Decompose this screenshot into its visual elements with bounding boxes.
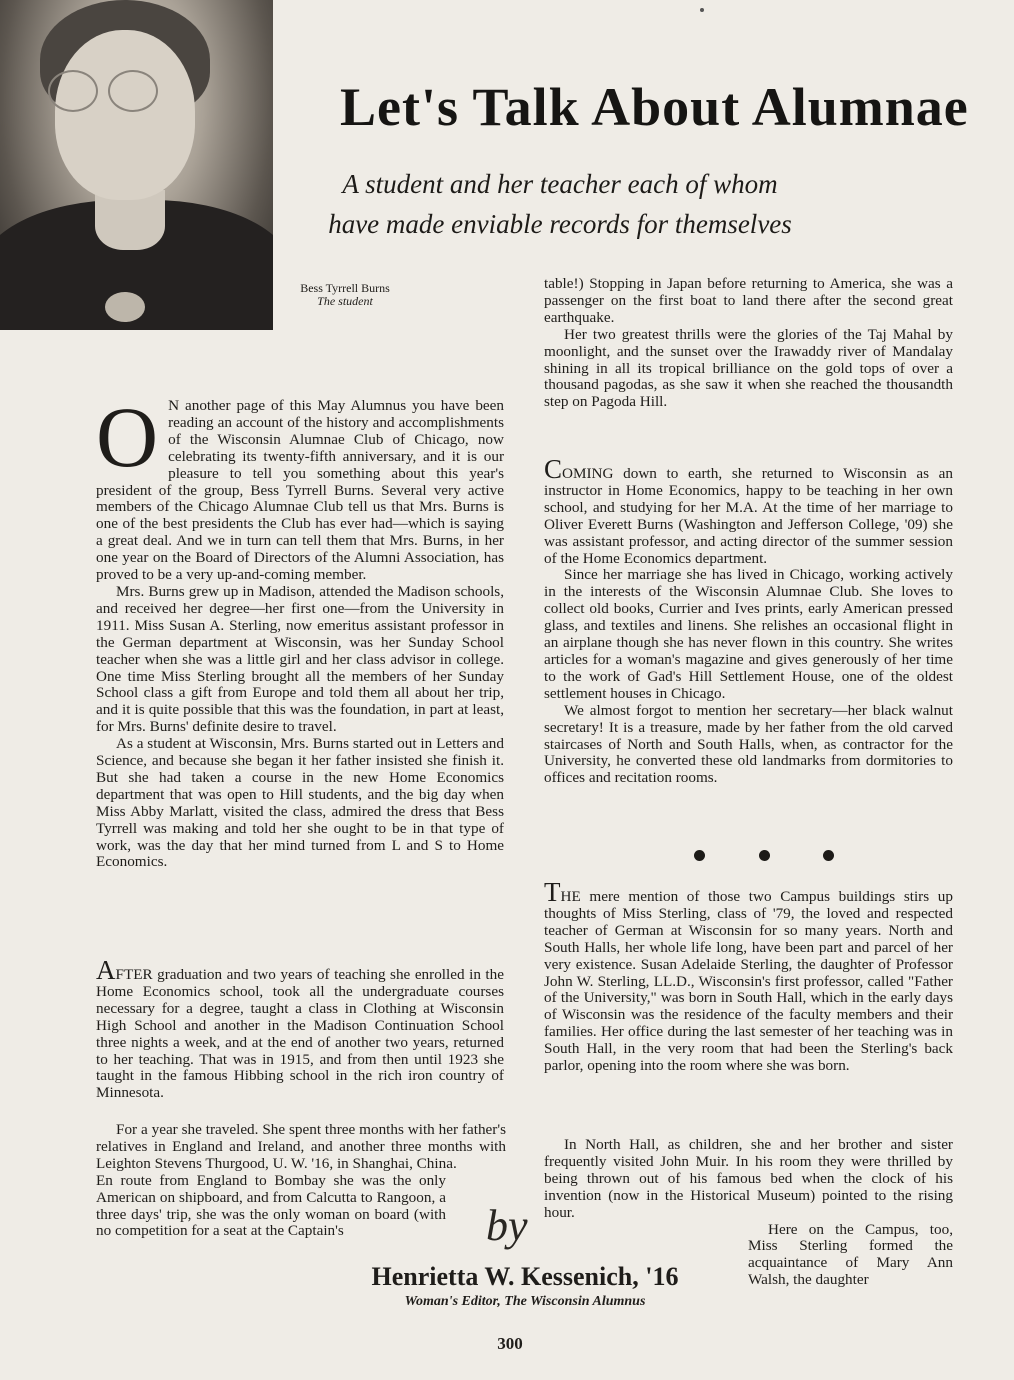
coming-text: OMING down to earth, she returned to Wisconsin as an instructor in Home Economics, happy to be teaching in her own school, and studying for her M.A. At the time of her marriage to Oliver Everett Burns (Washington and Jefferson College, '09) she was assistant professor, and acting director of the summer session of the Home Economics department.: [544, 465, 953, 567]
paragraph-thrills: Her two greatest thrills were the glories of the Taj Mahal by moonlight, and the sunset over the Irawaddy river of Mandalay shining in all its tropical brilliance on the gold tops of over a thousand pagodas, as she saw it when she reached the thousandth step on Pagoda Hill.: [544, 325, 953, 411]
divider-dot: [694, 850, 705, 861]
divider-dot: [759, 850, 770, 861]
right-column-middle: [544, 454, 953, 787]
page-title: Let's Talk About Alumnae: [340, 77, 969, 137]
cap-c: C: [544, 454, 563, 484]
paragraph-the: [544, 877, 953, 1075]
caption-role: The student: [317, 294, 373, 308]
paragraph-coming: [544, 454, 953, 567]
subtitle-line-1: A student and her teacher each of whom: [342, 169, 778, 199]
cap-t: T: [544, 877, 561, 907]
paragraph-grew-up: Mrs. Burns grew up in Madison, attended the Madison schools, and received her degree—her first one—from the University in 1911. Miss Susan A. Sterling, now emeritus assistant professor in the German department at Wisconsin, was her Sunday School teacher when she was a little girl and her class advisor in college. One time Miss Sterling brought all the members of her Sunday School class a gift from Europe and told them all about her trip, and it is quite possible that this was the foundation, in part at least, for Mrs. Burns' definite desire to travel.: [96, 582, 504, 736]
section-divider-dots: [694, 850, 834, 861]
paragraph-secretary: We almost forgot to mention her secretary—her black walnut secretary! It is a treasure, made by her father from the old carved staircases of North and South Halls, when, as contractor for the University, he converted these old landmarks from dormitories to offices and recitation rooms.: [544, 701, 953, 787]
caption-name: Bess Tyrrell Burns: [300, 281, 390, 295]
left-column-upper: [96, 389, 504, 871]
page-number: 300: [497, 1334, 523, 1353]
paragraph-traveled: For a year she traveled. She spent three months with her father's relatives in England and Ireland, and another three months with Leighton Stevens Thurgood, U. W. '16, in Shanghai, China.: [96, 1121, 506, 1172]
opening-text: N another page of this May Alumnus you have been reading an account of the history and accomplishments of the Wisconsin Alumnae Club of Chicago, now celebrating its twenty-fifth anniversary, and it is our pleasure to tell you something about this year's president of the group, Bess Tyrrell Burns. Several very active members of the Chicago Alumnae Club tell us that Mrs. Burns is one of the best presidents the Club has ever had—which is saying a great deal. And we in turn can tell them that Mrs. Burns, in her one year on the Board of Directors of the Alumni Association, has proved to be a very up-and-coming member.: [96, 397, 504, 584]
paragraph-north-hall: In North Hall, as children, she and her brother and sister frequently visited John Muir. In his room they were thrilled by being thrown out of his famous bed when the clock of his invention (now in the Historical Museum) pointed to the rising hour.: [544, 1136, 953, 1221]
paragraph-after: [96, 955, 504, 1102]
right-column-top: [544, 276, 953, 411]
byline-by: by: [486, 1201, 528, 1250]
paragraph-en-route: En route from England to Bombay she was the only American on shipboard, and from Calcutta to Rangoon, a three days' trip, she was the only woman on board (with no competition for a seat at the Captain's: [96, 1171, 446, 1240]
paragraph-marriage: Since her marriage she has lived in Chicago, working actively in the interests of the Wisconsin Alumnae Club. She loves to collect old books, Currier and Ives prints, early American pressed glass, and textiles and linens. She relishes an occasional flight in an airplane though she has never flown in this country. She writes articles for a woman's magazine and gives generously of her time to the work of Gad's Hill Settlement House, one of the oldest settlement houses in Chicago.: [544, 566, 953, 702]
the-text: HE mere mention of those two Campus buildings stirs up thoughts of Miss Sterling, class of '79, the loved and respected teacher of German at Wisconsin for so many years. North and South Halls, her whole life long, have been part and parcel of her very existence. Susan Adelaide Sterling, the daughter of Professor John W. Sterling, LL.D., Wisconsin's first professor, called "Father of the University," was born in South Hall, which in the early days of Wisconsin was the residence of the faculty members and their families. Her office during the last semester of her teaching was in South Hall, in the very room that had been the Sterling's back parlor, opening into the room where she was born.: [544, 888, 953, 1075]
byline-role: Woman's Editor, The Wisconsin Alumnus: [404, 1294, 646, 1309]
left-column-lower: [96, 1122, 506, 1240]
cap-a: A: [96, 955, 116, 985]
opening-paragraph: [96, 389, 504, 584]
print-speck: [700, 8, 704, 12]
byline-author: Henrietta W. Kessenich, '16: [371, 1262, 679, 1291]
after-text: FTER graduation and two years of teaching she enrolled in the Home Economics school, took all the undergraduate courses necessary for a degree, taught a class in Clothing at Wisconsin High School and another in the Madison Continuation School three nights a week, and at the end of another two years, returned to her teaching. That was in 1915, and from then until 1923 she taught in the famous Hibbing school in the rich iron country of Minnesota.: [96, 966, 504, 1102]
subtitle-line-2: have made enviable records for themselves: [328, 209, 792, 239]
photo-caption: [275, 282, 415, 308]
paragraph-table: table!) Stopping in Japan before returning to America, she was a passenger on the first boat to land there after the second great earthquake.: [544, 275, 953, 326]
right-column-lower: [544, 877, 953, 1075]
drop-cap-o: O: [96, 389, 159, 485]
left-column-middle: [96, 955, 504, 1102]
subtitle: [170, 164, 950, 244]
paragraph-campus: Here on the Campus, too, Miss Sterling formed the acquaintance of Mary Ann Walsh, the daughter: [748, 1220, 953, 1289]
paragraph-student: As a student at Wisconsin, Mrs. Burns started out in Letters and Science, and because she began it her father insisted she finish it. But she had taken a course in the new Home Economics department that was open to Hill students, and the big day when Miss Abby Marlatt, visited the class, admired the dress that Bess Tyrrell was making and told her she ought to be in that type of work, was the day that her mind turned from L and S to Home Economics.: [96, 735, 504, 871]
divider-dot: [823, 850, 834, 861]
